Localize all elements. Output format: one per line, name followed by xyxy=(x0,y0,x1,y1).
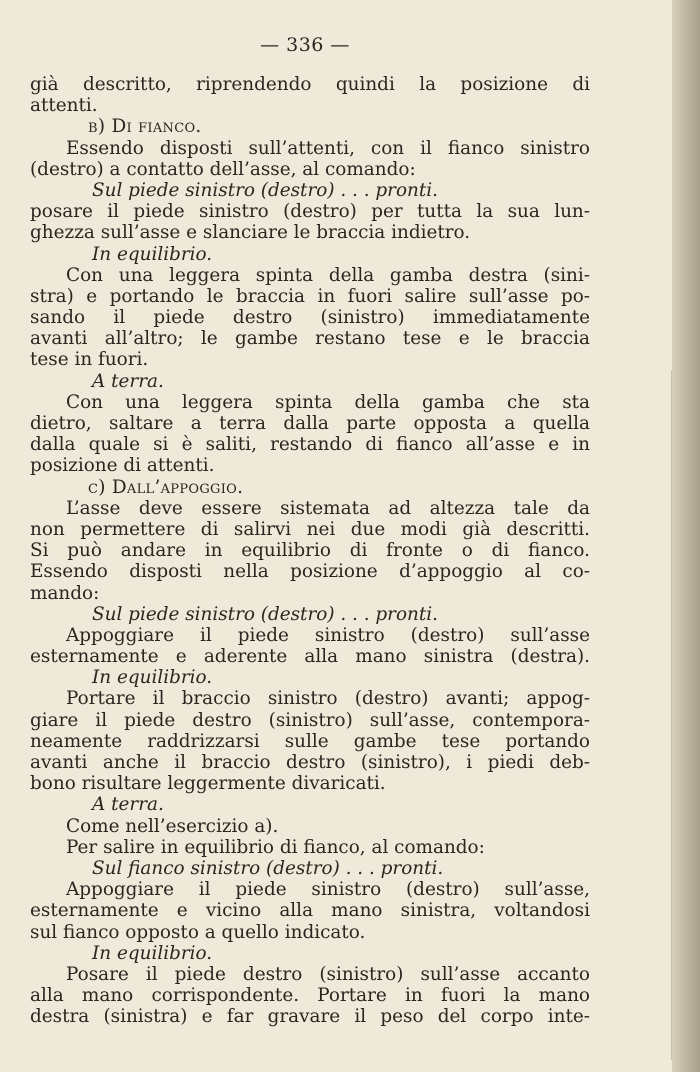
text-line: giare il piede destro (sinistro) sull’asse, contempora- xyxy=(30,709,590,731)
text-line: Sul piede sinistro (destro) . . . pronti. xyxy=(92,603,439,625)
text-line: A terra. xyxy=(92,370,164,392)
text-line: Appoggiare il piede sinistro (destro) sull’asse xyxy=(66,624,590,646)
text-line: L’asse deve essere sistemata ad altezza tale da xyxy=(66,497,590,519)
text-line: attenti. xyxy=(30,95,98,117)
text-line: Per salire in equilibrio di fianco, al comando: xyxy=(66,836,485,858)
text-line: Essendo disposti nella posizione d’appoggio al co- xyxy=(30,561,590,583)
text-line: posizione di attenti. xyxy=(30,455,215,477)
text-line: Appoggiare il piede sinistro (destro) sull’asse, xyxy=(66,879,590,901)
text-line: Con una leggera spinta della gamba destra (sini- xyxy=(66,264,590,286)
text-line: avanti all’altro; le gambe restano tese e le braccia xyxy=(30,328,590,350)
text-line: destra (sinistra) e far gravare il peso del corpo inte- xyxy=(30,1006,590,1028)
text-line: (destro) a contatto dell’asse, al comando: xyxy=(30,158,416,180)
text-line: esternamente e vicino alla mano sinistra, voltandosi xyxy=(30,900,590,922)
text-line: già descritto, riprendendo quindi la posizione di xyxy=(30,74,590,95)
text-line: In equilibrio. xyxy=(92,942,213,964)
text-line: sul fianco opposto a quello indicato. xyxy=(30,921,366,943)
text-line: stra) e portando le braccia in fuori salire sull’asse po- xyxy=(30,285,590,307)
text-line: avanti anche il braccio destro (sinistro), i piedi deb- xyxy=(30,752,590,773)
text-line: ghezza sull’asse e slanciare le braccia indietro. xyxy=(30,222,471,244)
text-line: esternamente e aderente alla mano sinistra (destra). xyxy=(30,646,590,668)
text-line: alla mano corrispondente. Portare in fuori la mano xyxy=(30,985,590,1007)
text-line: non permettere di salirvi nei due modi già descritti. xyxy=(30,518,590,540)
text-line: Sul fianco sinistro (destro) . . . pronti. xyxy=(92,857,444,879)
text-line: dalla quale si è saliti, restando di fianco all’asse e in xyxy=(30,434,590,456)
text-line: A terra. xyxy=(92,794,164,816)
text-line: Essendo disposti sull’attenti, con il fianco sinistro xyxy=(66,137,590,159)
text-line: mando: xyxy=(30,582,100,604)
text-line: Portare il braccio sinistro (destro) avanti; appog- xyxy=(66,688,590,710)
text-line: posare il piede sinistro (destro) per tutta la sua lun- xyxy=(30,201,590,223)
text-line: Sul piede sinistro (destro) . . . pronti. xyxy=(92,179,439,201)
text-line: neamente raddrizzarsi sulle gambe tese portando xyxy=(30,730,590,752)
text-line: sando il piede destro (sinistro) immediatamente xyxy=(30,307,590,329)
text-line: Posare il piede destro (sinistro) sull’asse accanto xyxy=(66,963,590,985)
text-line: b) Di fianco. xyxy=(88,116,202,138)
page-edge xyxy=(672,0,700,1072)
text-line: Come nell’esercizio a). xyxy=(66,815,279,837)
text-line: dietro, saltare a terra dalla parte opposta a quella xyxy=(30,413,590,434)
text-line: c) Dall’appoggio. xyxy=(88,476,244,498)
body-text xyxy=(30,74,590,1027)
text-line: tese in fuori. xyxy=(30,349,149,371)
text-line: In equilibrio. xyxy=(92,243,213,265)
page-number: — 336 — xyxy=(260,34,350,56)
text-line: Con una leggera spinta della gamba che sta xyxy=(66,391,590,413)
text-line: In equilibrio. xyxy=(92,667,213,689)
text-line: bono risultare leggermente divaricati. xyxy=(30,773,386,795)
text-line: Si può andare in equilibrio di fronte o di fianco. xyxy=(30,540,590,562)
